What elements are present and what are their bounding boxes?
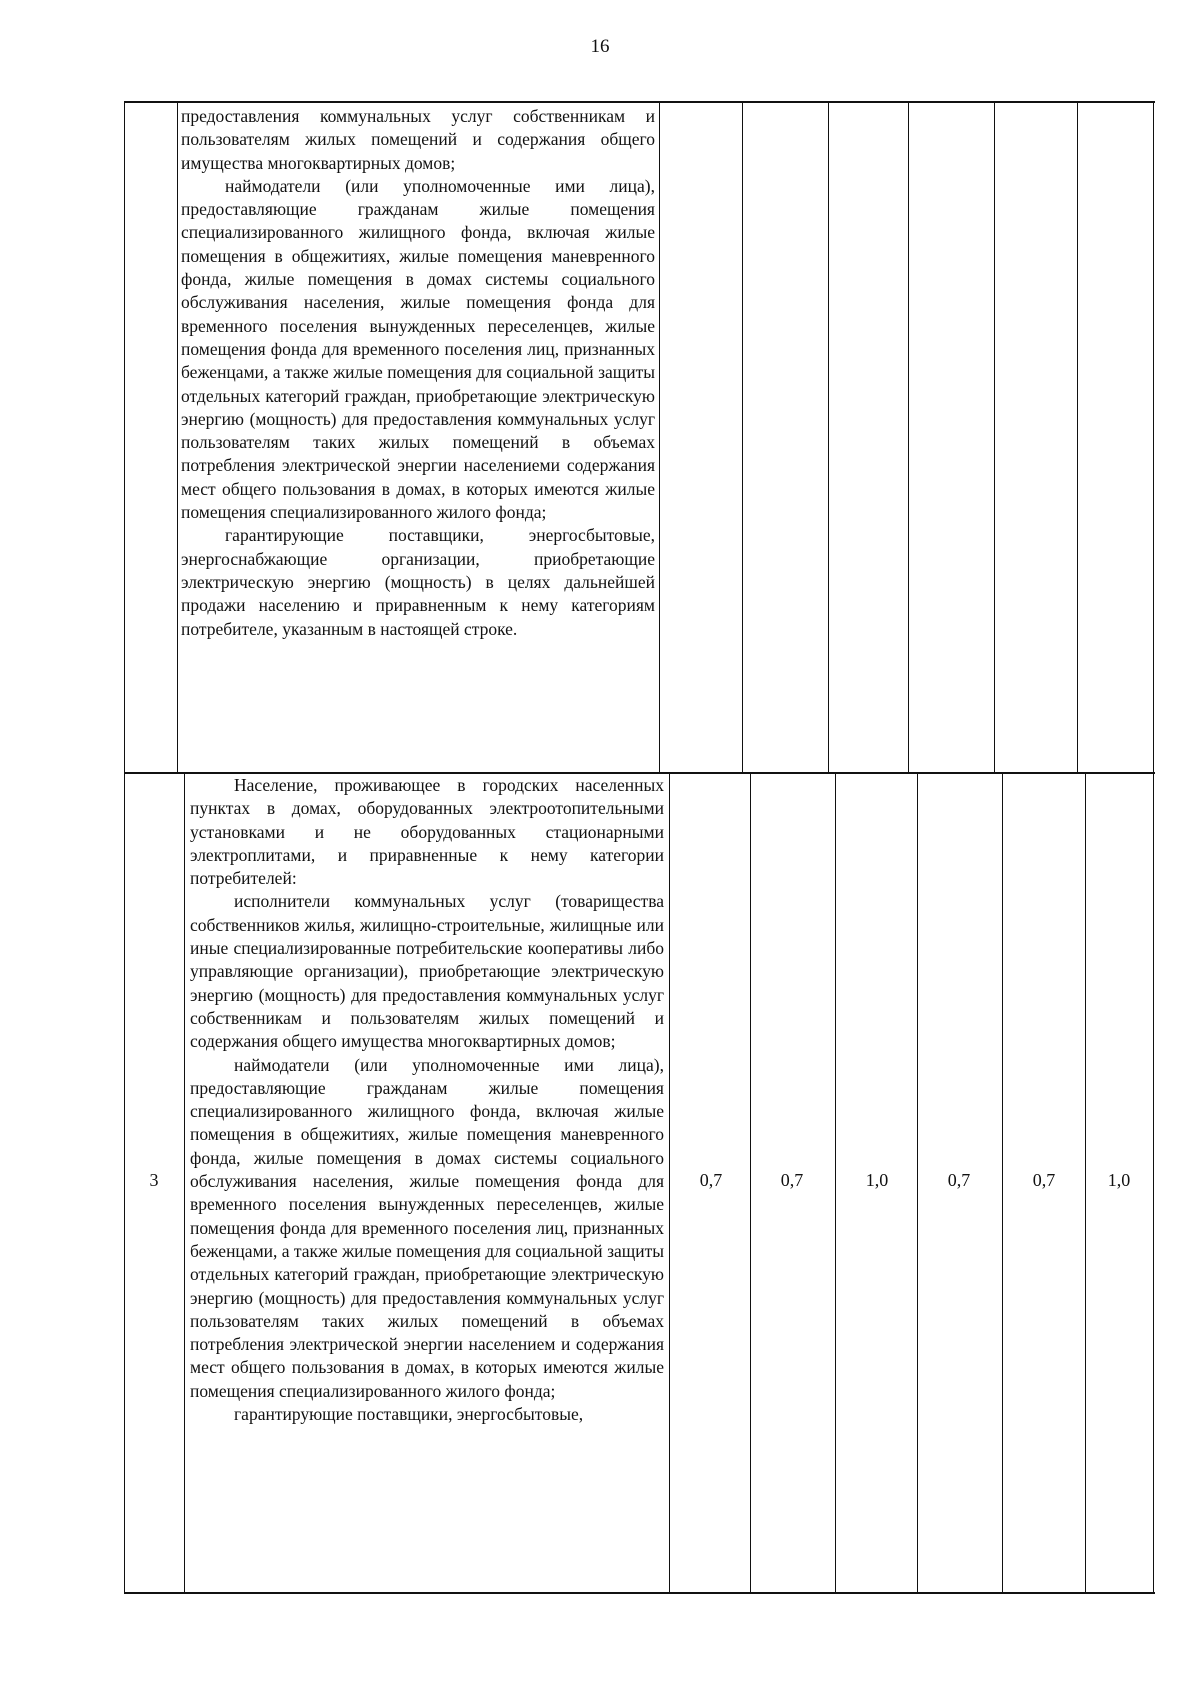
table-row	[124, 774, 1155, 1594]
coefficient-value: 1,0	[1107, 1170, 1131, 1190]
paragraph: предоставления коммунальных услуг собственникам и пользователям жилых помещений и содержания общего имущества многоквартирных домов;	[181, 106, 655, 173]
paragraph: исполнители коммунальных услуг (товарищества собственников жилья, жилищно-строительные, жилищные или иные специализированные потребительские кооперативы либо управляющие организации), приобретающие электрическую энергию (мощность) для предоставления коммунальных услуг собственникам и пользователям жилых помещений и содержания общего имущества многоквартирных домов;	[190, 891, 664, 1052]
paragraph: наймодатели (или уполномоченные ими лица), предоставляющие гражданам жилые помещения специализированного жилищного фонда, включая жилые помещения в общежитиях, жилые помещения маневренного фонда, жилые помещения в домах системы социального обслуживания населения, жилые помещения фонда для временного поселения вынужденных переселенцев, жилые помещения фонда для временного поселения лиц, признанных беженцами, а также жилые помещения для социальной защиты отдельных категорий граждан, приобретающие электрическую энергию (мощность) для предоставления коммунальных услуг пользователям таких жилых помещений в объемах потребления электрической энергии населениеми содержания мест общего пользования в домах, в которых имеются жилые помещения специализированного жилого фонда;	[181, 175, 655, 523]
table-border	[124, 103, 125, 772]
table-border	[1153, 774, 1154, 1592]
coefficient-value: 0,7	[699, 1170, 723, 1190]
paragraph: гарантирующие поставщики, энергосбытовые, энергоснабжающие организации, приобретающие электрическую энергию (мощность) в целях дальнейшей продажи населению и приравненным к нему категориям потребителе, указанным в настоящей строке.	[181, 525, 655, 639]
table-border	[184, 774, 185, 1592]
table-row	[124, 101, 1155, 774]
table-border	[1077, 103, 1078, 772]
table-row-3	[124, 774, 1155, 1594]
paragraph: гарантирующие поставщики, энергосбытовые,	[234, 1404, 584, 1425]
row-description	[190, 774, 664, 1426]
coefficient-value: 1,0	[865, 1170, 889, 1190]
table-row-continued	[124, 101, 1155, 774]
page-number: 16	[590, 36, 610, 57]
row-number: 3	[149, 1170, 159, 1190]
row-description	[181, 105, 655, 641]
coefficient-value: 0,7	[947, 1170, 971, 1190]
table-border	[177, 103, 178, 772]
table-border	[659, 103, 660, 772]
table-border	[828, 103, 829, 772]
paragraph: Население, проживающее в городских населенных пунктах в домах, оборудованных электроотопительными установками и не оборудованных стационарными электроплитами, и приравненные к нему категории потребителей:	[190, 775, 664, 889]
coefficient-value: 0,7	[1032, 1170, 1056, 1190]
table-border	[994, 103, 995, 772]
paragraph: наймодатели (или уполномоченные ими лица), предоставляющие гражданам жилые помещения специализированного жилищного фонда, включая жилые помещения в общежитиях, жилые помещения маневренного фонда, жилые помещения в домах системы социального обслуживания населения, жилые помещения фонда для временного поселения вынужденных переселенцев, жилые помещения фонда для временного поселения лиц, признанных беженцами, а также жилые помещения для социальной защиты отдельных категорий граждан, приобретающие электрическую энергию (мощность) для предоставления коммунальных услуг пользователям таких жилых помещений в объемах потребления электрической энергии населением и содержания мест общего пользования в домах, в которых имеются жилые помещения специализированного жилого фонда;	[190, 1054, 664, 1401]
coefficient-value: 0,7	[780, 1170, 804, 1190]
table-border	[908, 103, 909, 772]
table-border	[1153, 103, 1154, 772]
table-border	[742, 103, 743, 772]
